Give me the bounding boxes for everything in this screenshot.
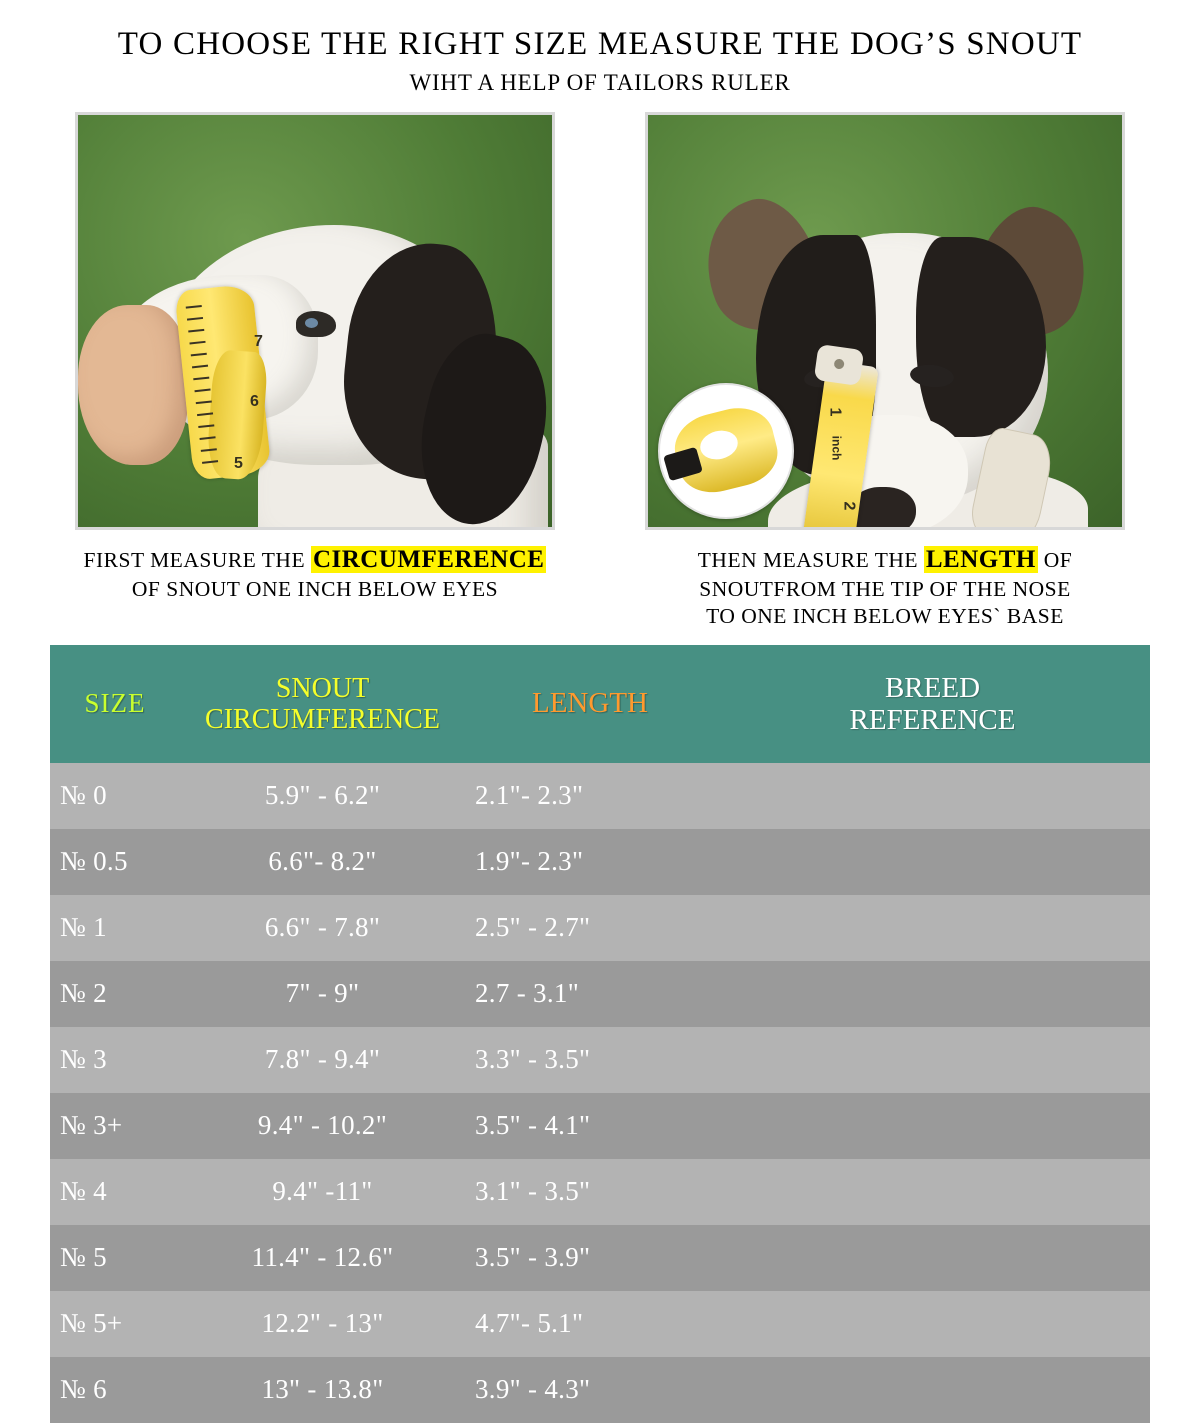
cell-circumference: 9.4" - 10.2" — [180, 1093, 465, 1159]
caption-circumference — [84, 544, 547, 604]
cell-length: 2.5" - 2.7" — [465, 895, 715, 961]
column-header-circumference-line2: CIRCUMFERENCE — [205, 703, 440, 735]
cell-circumference: 9.4" -11" — [180, 1159, 465, 1225]
cell-circumference: 7.8" - 9.4" — [180, 1027, 465, 1093]
table-header-row — [50, 645, 1150, 763]
size-table — [50, 645, 1150, 1423]
cell-size: № 1 — [50, 895, 180, 961]
dog-side-profile-photo — [75, 112, 555, 530]
cell-breed — [715, 1225, 1150, 1291]
cell-breed — [715, 895, 1150, 961]
page-subtitle: WIHT A HELP OF TAILORS RULER — [409, 69, 791, 95]
table-row — [50, 895, 1150, 961]
cell-size: № 5+ — [50, 1291, 180, 1357]
cell-circumference: 11.4" - 12.6" — [180, 1225, 465, 1291]
column-header-circumference-line1: SNOUT — [275, 672, 370, 704]
cell-breed — [715, 1027, 1150, 1093]
measuring-tape-head-icon — [814, 344, 865, 386]
caption-line2: SNOUTFROM THE TIP OF THE NOSE — [699, 576, 1071, 601]
table-row — [50, 1027, 1150, 1093]
tape-number-5: 5 — [234, 454, 243, 472]
cell-breed — [715, 763, 1150, 829]
cell-breed — [715, 1357, 1150, 1423]
photo-row — [0, 112, 1200, 631]
column-header-breed-line1: BREED — [884, 671, 981, 704]
cell-length: 3.9" - 4.3" — [465, 1357, 715, 1423]
table-row — [50, 1225, 1150, 1291]
cell-circumference: 7" - 9" — [180, 961, 465, 1027]
caption-line2: OF SNOUT ONE INCH BELOW EYES — [131, 576, 499, 601]
cell-size: № 0 — [50, 763, 180, 829]
cell-size: № 3 — [50, 1027, 180, 1093]
cell-circumference: 6.6"- 8.2" — [180, 829, 465, 895]
cell-circumference: 12.2" - 13" — [180, 1291, 465, 1357]
dog-eye-shape — [296, 311, 336, 337]
cell-size: № 5 — [50, 1225, 180, 1291]
tape-roll-inset — [658, 383, 794, 519]
caption-highlight-length: LENGTH — [925, 545, 1036, 573]
tape-label-inch: inch — [829, 435, 844, 461]
photo-background — [78, 115, 552, 527]
column-header-circumference — [180, 645, 465, 763]
cell-breed — [715, 829, 1150, 895]
size-table-head — [50, 645, 1150, 763]
table-row — [50, 1093, 1150, 1159]
caption-prefix: THEN MEASURE THE — [697, 547, 924, 572]
cell-size: № 0.5 — [50, 829, 180, 895]
cell-length: 4.7"- 5.1" — [465, 1291, 715, 1357]
caption-length — [698, 544, 1072, 631]
cell-breed — [715, 1093, 1150, 1159]
tape-number-2: 2 — [840, 501, 858, 511]
tape-number-7: 7 — [254, 332, 263, 350]
size-table-wrapper — [50, 645, 1150, 1423]
column-header-breed-line2: REFERENCE — [849, 703, 1016, 736]
photo-block-length — [645, 112, 1125, 631]
cell-breed — [715, 961, 1150, 1027]
cell-size: № 6 — [50, 1357, 180, 1423]
page-title: TO CHOOSE THE RIGHT SIZE MEASURE THE DOG’S SNOUT — [117, 26, 1083, 62]
caption-line3: TO ONE INCH BELOW EYES` BASE — [706, 604, 1064, 629]
tape-number-6: 6 — [250, 392, 259, 410]
cell-length: 2.1"- 2.3" — [465, 763, 715, 829]
cell-size: № 2 — [50, 961, 180, 1027]
human-hand-shape — [78, 305, 188, 465]
table-row — [50, 1159, 1150, 1225]
cell-length: 3.5" - 4.1" — [465, 1093, 715, 1159]
cell-circumference: 6.6" - 7.8" — [180, 895, 465, 961]
dog-front-view-photo — [645, 112, 1125, 530]
cell-length: 3.3" - 3.5" — [465, 1027, 715, 1093]
photo-block-circumference — [75, 112, 555, 631]
cell-size: № 4 — [50, 1159, 180, 1225]
table-row — [50, 763, 1150, 829]
caption-highlight-circumference: CIRCUMFERENCE — [312, 545, 545, 573]
table-row — [50, 1357, 1150, 1423]
caption-suffix: OF — [1037, 547, 1073, 572]
cell-length: 3.1" - 3.5" — [465, 1159, 715, 1225]
tape-number-1: 1 — [826, 407, 844, 417]
column-header-size: SIZE — [50, 645, 180, 763]
cell-length: 1.9"- 2.3" — [465, 829, 715, 895]
column-header-breed — [715, 645, 1150, 763]
table-row — [50, 961, 1150, 1027]
caption-prefix: FIRST MEASURE THE — [83, 547, 311, 572]
cell-breed — [715, 1159, 1150, 1225]
cell-circumference: 5.9" - 6.2" — [180, 763, 465, 829]
cell-length: 3.5" - 3.9" — [465, 1225, 715, 1291]
cell-size: № 3+ — [50, 1093, 180, 1159]
table-row — [50, 1291, 1150, 1357]
photo-background — [648, 115, 1122, 527]
size-table-body — [50, 763, 1150, 1423]
cell-length: 2.7 - 3.1" — [465, 961, 715, 1027]
cell-circumference: 13" - 13.8" — [180, 1357, 465, 1423]
cell-breed — [715, 1291, 1150, 1357]
column-header-length: LENGTH — [465, 645, 715, 763]
table-row — [50, 829, 1150, 895]
header — [0, 0, 1200, 96]
